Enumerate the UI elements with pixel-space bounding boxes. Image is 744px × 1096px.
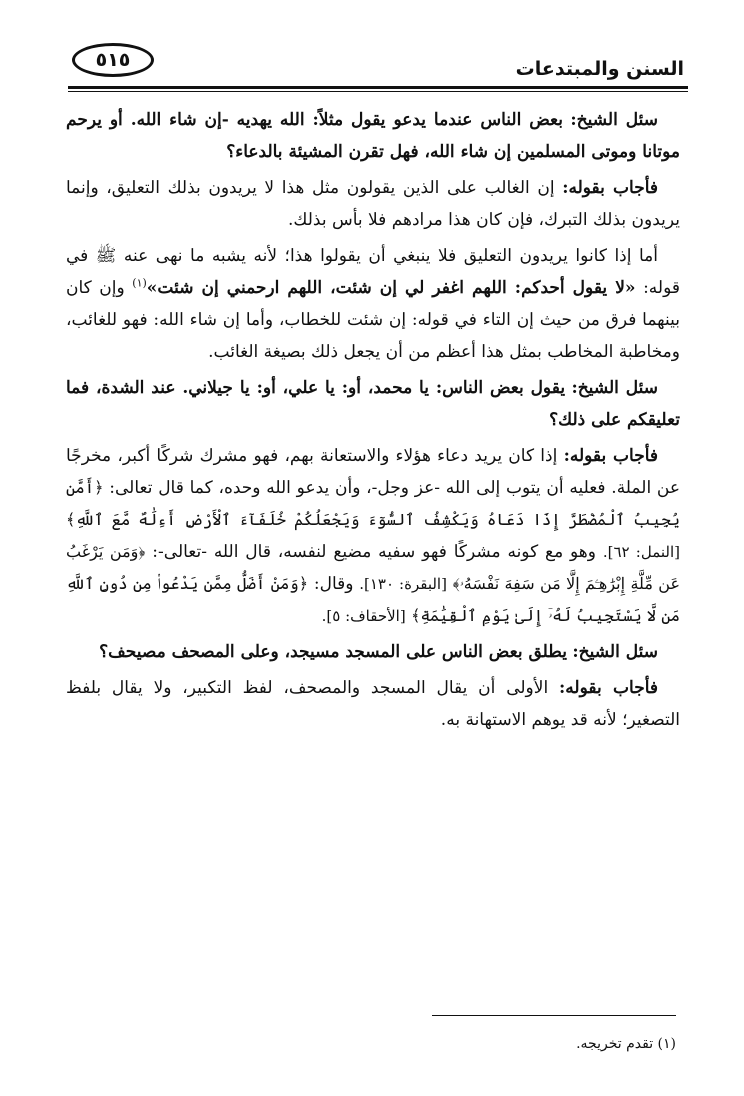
answer-text: إذا كان يريد دعاء هؤلاء والاستعانة بهم، فهو مشرك شركًا أكبر، مخرجًا عن الملة. فعليه أن يتوب إلى الله -عز وجل-، وأن يدعو الله وحده، كما قال تعالى: [66,446,681,498]
question-label: سئل الشيخ: [572,642,658,662]
question-1 [66,104,680,168]
footnote-divider [432,1015,676,1016]
answer-label: فأجاب بقوله: [563,446,659,466]
answer-text: الأولى أن يقال المسجد والمصحف، لفظ التكبير، ولا يقال بلفظ التصغير؛ لأنه قد يوهم الاستهانة به. [66,678,680,730]
question-label: سئل الشيخ: [571,378,659,398]
quran-verse: ﴿وَمَنْ أَضَلُّ مِمَّن يَدْعُوا۟ مِن دُونِ ٱللَّهِ مَن لَّا يَسْتَجِيبُ لَهُۥٓ إِلَىٰ يَوْمِ ٱلْقِيَٰمَةِ﴾ [66,574,680,625]
book-title: السنن والمبتدعات [515,58,684,80]
verse-reference: [البقرة: ١٣٠]. [359,575,447,593]
header-rule [68,86,688,89]
footnote: (١) تقدم تخريجه. [576,1036,676,1052]
quran-verse: ﴿وَمَن يَرْغَبُ عَن مِّلَّةِ إِبْرَٰهِـۧمَ إِلَّا مَن سَفِهَ نَفْسَهُۥ﴾ [66,542,680,593]
paragraph-intro: أما إذا كانوا يريدون التعليق فلا ينبغي أن يقولوا هذا؛ لأنه يشبه ما نهى عنه ﷺ في قوله: [66,246,681,298]
question-text: بعض الناس عندما يدعو يقول مثلاً: الله يهديه -إن شاء الله. أو يرحم موتانا وموتى المسلمين إن شاء الله، فهل تقرن المشيئة بالدعاء؟ [66,110,680,162]
answer-1-continued [66,240,680,368]
answer-text: إن الغالب على الذين يقولون مثل هذا لا يريدون بذلك التعليق، وإنما يريدون بذلك التبرك، فإن كان هذا مرادهم فلا بأس بذلك. [66,178,680,230]
header-rule-thin [68,91,688,92]
answer-text: وقال: [313,574,354,594]
question-text: يطلق بعض الناس على المسجد مسيجد، وعلى المصحف مصيحف؟ [99,642,567,662]
question-2 [66,372,680,436]
page-number: ٥١٥ [72,43,154,77]
question-3 [66,636,680,668]
page-header [68,40,688,96]
page-body [66,104,680,740]
answer-label: فأجاب بقوله: [559,678,659,698]
footnote-marker: (١) [132,276,147,290]
answer-text: وهو مع كونه مشركًا فهو سفيه مضيع لنفسه، قال الله -تعالى-: [152,542,596,562]
question-text: يقول بعض الناس: يا محمد، أو: يا علي، أو: يا جيلاني. عند الشدة، فما تعليقكم على ذلك؟ [66,378,680,430]
hadith-quote: «لا يقول أحدكم: اللهم اغفر لي إن شئت، اللهم ارحمني إن شئت» [146,278,636,298]
verse-reference: [الأحقاف: ٥]. [321,607,406,625]
answer-label: فأجاب بقوله: [562,178,659,198]
question-label: سئل الشيخ: [570,110,658,130]
answer-2 [66,440,680,632]
answer-1 [66,172,680,236]
paragraph-rest: وإن كان بينهما فرق من حيث إن التاء في قوله: إن شئت للخطاب، وأما إن شاء الله: فهو للغائب، ومخاطبة المخاطب بمثل هذا أعظم من أن يجعل ذلك بصيغة الغائب. [66,278,680,362]
quran-verse: ﴿أَمَّن يُجِيبُ ٱلْمُضْطَرَّ إِذَا دَعَاهُ وَيَكْشِفُ ٱلسُّوٓءَ وَيَجْعَلُكُمْ خُلَفَآءَ ٱلْأَرْضِ أَءِلَٰهٌ مَّعَ ٱللَّهِ﴾ [66,478,680,529]
verse-reference: [النمل: ٦٢]. [602,543,680,561]
answer-3 [66,672,680,736]
